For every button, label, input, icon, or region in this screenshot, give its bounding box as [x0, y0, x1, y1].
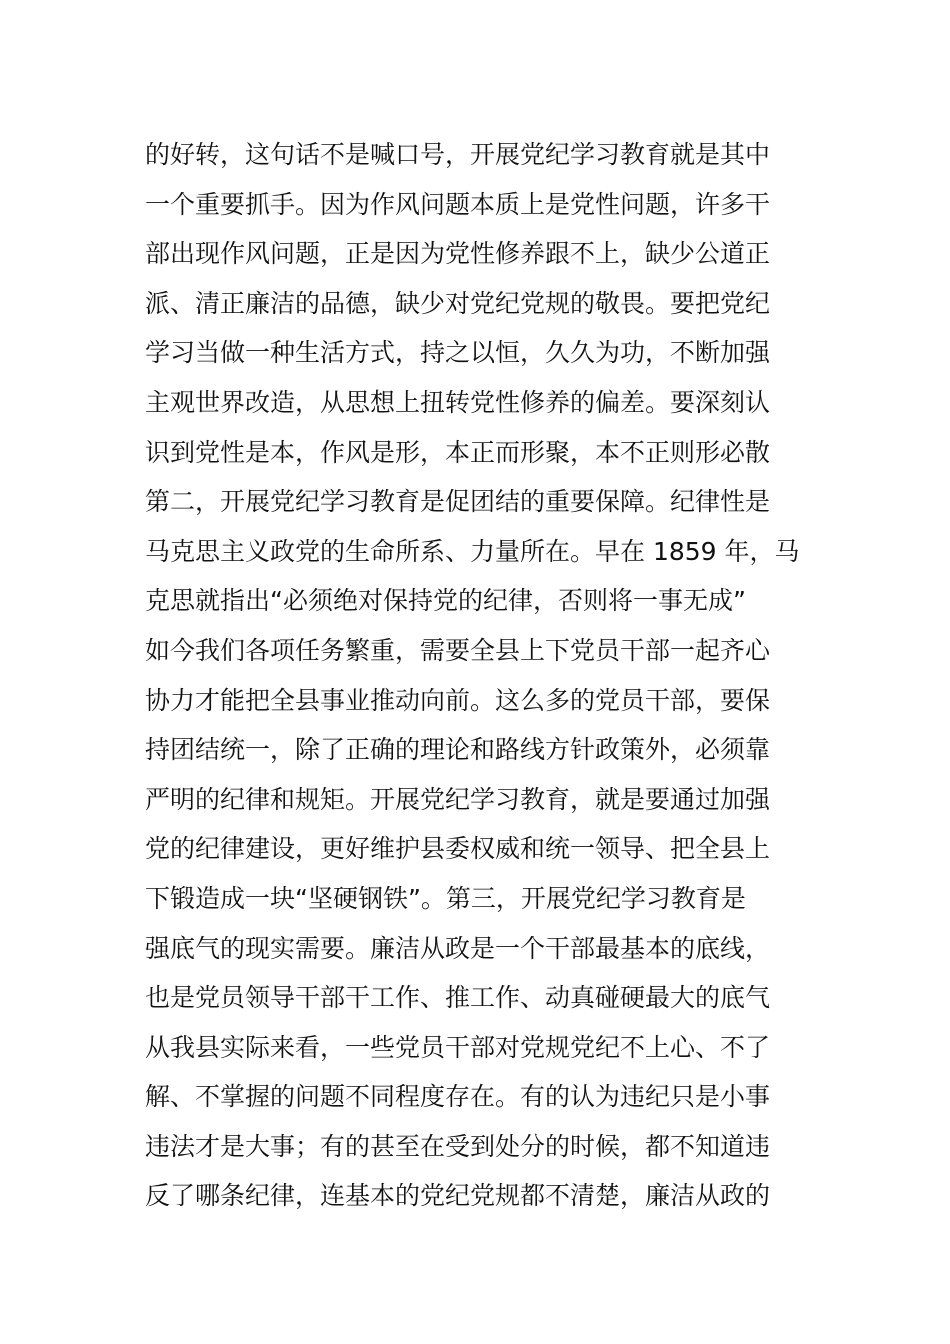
- text-line: 学习当做一种生活方式，持之以恒，久久为功，不断加强: [145, 338, 771, 368]
- text-line: 马克思主义政党的生命所系、力量所在。早在 1859 年，马: [145, 536, 800, 566]
- text-line: 第二，开展党纪学习教育是促团结的重要保障。纪律性是: [145, 487, 771, 517]
- text-line: 违法才是大事；有的甚至在受到处分的时候，都不知道违: [145, 1131, 771, 1161]
- text-line: 识到党性是本，作风是形，本正而形聚，本不正则形必散: [145, 437, 771, 467]
- text-line: 从我县实际来看，一些党员干部对党规党纪不上心、不了: [145, 1032, 771, 1062]
- text-line: 克思就指出“必须绝对保持党的纪律，否则将一事无成”: [145, 586, 746, 616]
- text-line: 解、不掌握的问题不同程度存在。有的认为违纪只是小事: [145, 1082, 771, 1112]
- text-line: 强底气的现实需要。廉洁从政是一个干部最基本的底线，: [145, 933, 771, 963]
- text-line: 一个重要抓手。因为作风问题本质上是党性问题，许多干: [145, 189, 771, 219]
- text-line: 派、清正廉洁的品德，缺少对党纪党规的敬畏。要把党纪: [145, 288, 771, 318]
- text-line: 反了哪条纪律，连基本的党纪党规都不清楚，廉洁从政的: [145, 1181, 771, 1211]
- text-line: 主观世界改造，从思想上扭转党性修养的偏差。要深刻认: [145, 387, 771, 417]
- text-line: 也是党员领导干部干工作、推工作、动真碰硬最大的底气: [145, 983, 771, 1013]
- text-line: 部出现作风问题，正是因为党性修养跟不上，缺少公道正: [145, 239, 771, 269]
- text-line: 严明的纪律和规矩。开展党纪学习教育，就是要通过加强: [145, 784, 771, 814]
- text-line: 如今我们各项任务繁重，需要全县上下党员干部一起齐心: [145, 635, 771, 665]
- text-line: 协力才能把全县事业推动向前。这么多的党员干部，要保: [145, 685, 771, 715]
- text-line: 下锻造成一块“坚硬钢铁”。第三，开展党纪学习教育是: [145, 883, 746, 913]
- text-line: 党的纪律建设，更好维护县委权威和统一领导、把全县上: [145, 834, 771, 864]
- body-text: [145, 130, 815, 1221]
- text-line: 的好转，这句话不是喊口号，开展党纪学习教育就是其中: [145, 140, 771, 169]
- text-line: 持团结统一，除了正确的理论和路线方针政策外，必须靠: [145, 735, 771, 765]
